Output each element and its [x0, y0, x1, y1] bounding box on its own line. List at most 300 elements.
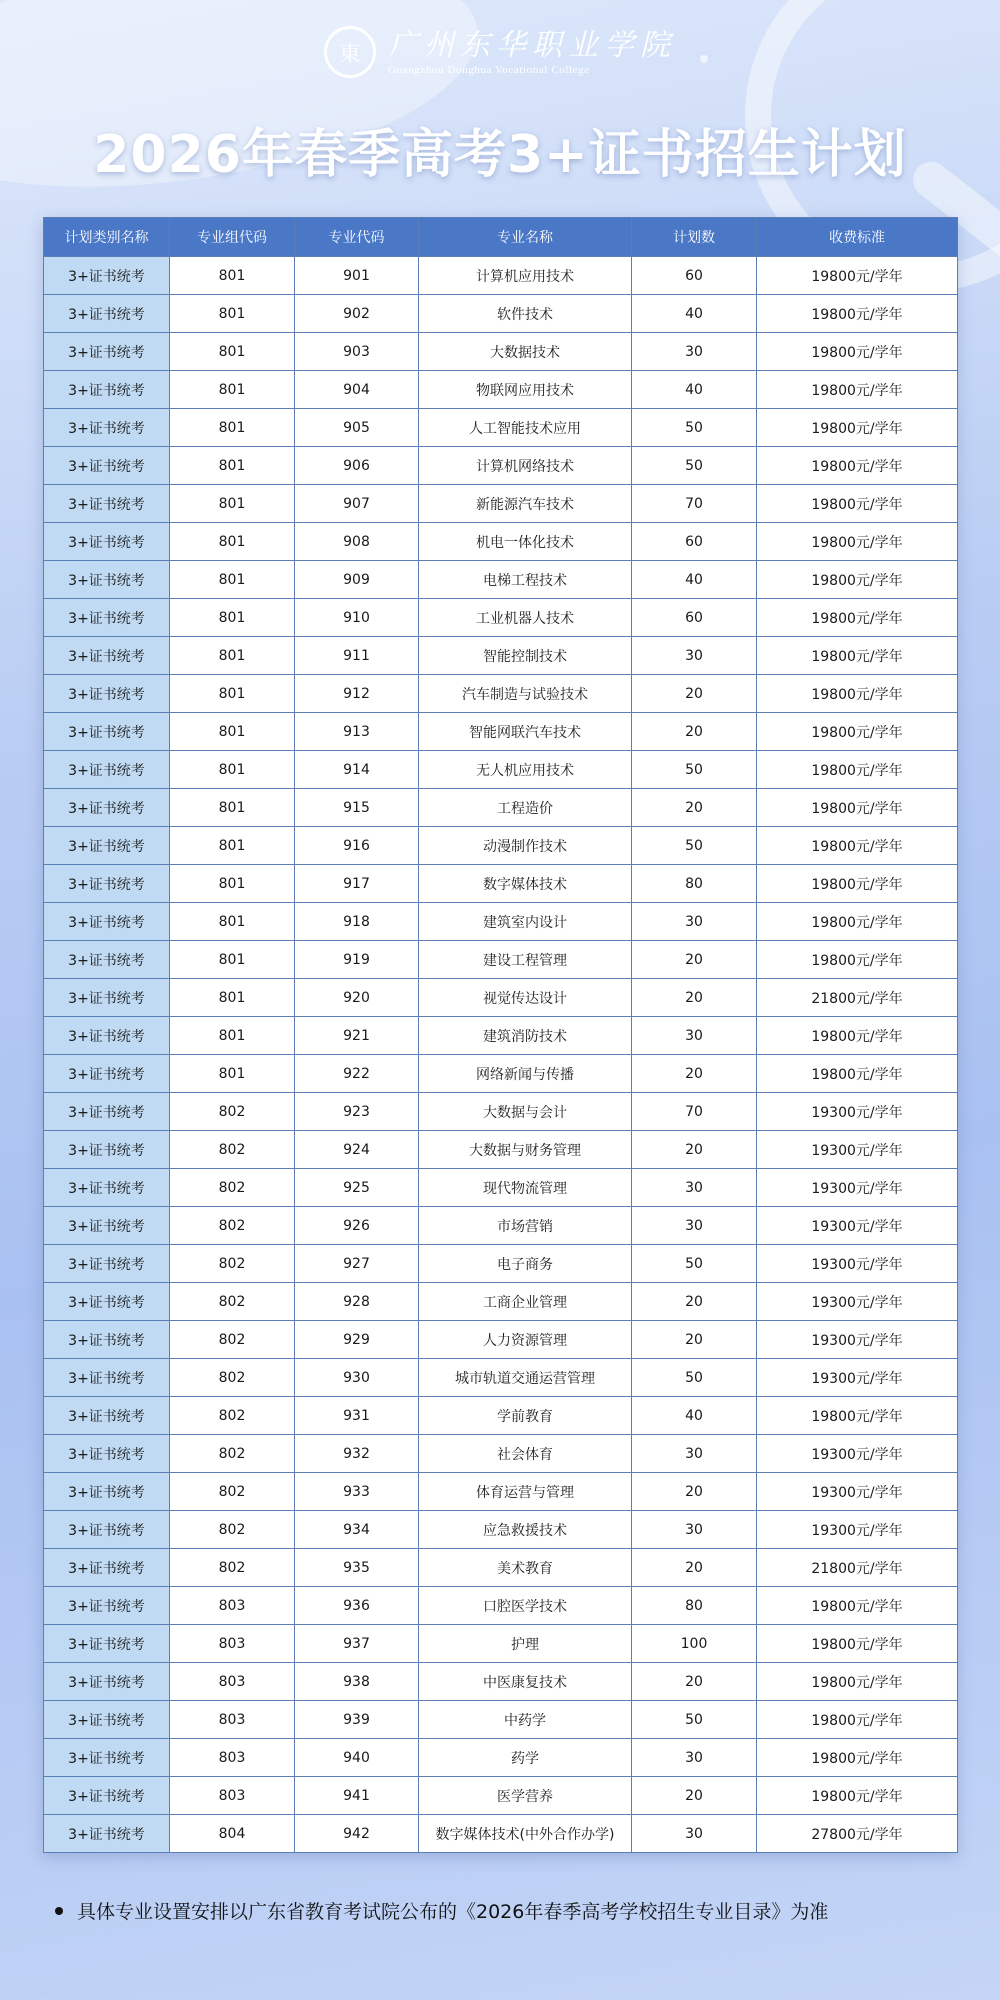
table-row — [44, 333, 958, 371]
table-cell: 802 — [170, 1511, 295, 1549]
table-cell: 30 — [632, 1435, 757, 1473]
table-cell: 19800元/学年 — [757, 447, 958, 485]
table-cell: 941 — [295, 1777, 419, 1815]
table-cell: 19300元/学年 — [757, 1359, 958, 1397]
table-cell: 20 — [632, 713, 757, 751]
table-cell: 20 — [632, 1473, 757, 1511]
table-cell: 3+证书统考 — [44, 1815, 170, 1853]
table-cell: 汽车制造与试验技术 — [419, 675, 632, 713]
table-cell: 30 — [632, 903, 757, 941]
table-cell: 801 — [170, 333, 295, 371]
table-cell: 802 — [170, 1283, 295, 1321]
table-cell: 3+证书统考 — [44, 1055, 170, 1093]
footer-note — [55, 1897, 955, 1924]
table-cell: 3+证书统考 — [44, 941, 170, 979]
table-cell: 923 — [295, 1093, 419, 1131]
table-cell: 19800元/学年 — [757, 257, 958, 295]
table-cell: 927 — [295, 1245, 419, 1283]
table-cell: 3+证书统考 — [44, 1777, 170, 1815]
table-cell: 40 — [632, 1397, 757, 1435]
table-cell: 计算机网络技术 — [419, 447, 632, 485]
table-cell: 50 — [632, 1245, 757, 1283]
table-cell: 909 — [295, 561, 419, 599]
table-cell: 19800元/学年 — [757, 333, 958, 371]
table-header-row — [44, 218, 958, 257]
table-cell: 801 — [170, 941, 295, 979]
table-cell: 大数据技术 — [419, 333, 632, 371]
table-row — [44, 865, 958, 903]
table-cell: 802 — [170, 1131, 295, 1169]
table-cell: 19800元/学年 — [757, 1739, 958, 1777]
table-cell: 19800元/学年 — [757, 1397, 958, 1435]
table-cell: 50 — [632, 1359, 757, 1397]
table-row — [44, 1207, 958, 1245]
table-cell: 21800元/学年 — [757, 979, 958, 1017]
table-cell: 20 — [632, 941, 757, 979]
table-cell: 904 — [295, 371, 419, 409]
table-cell: 801 — [170, 1055, 295, 1093]
table-row — [44, 1435, 958, 1473]
table-row — [44, 1093, 958, 1131]
table-cell: 3+证书统考 — [44, 333, 170, 371]
table-cell: 19800元/学年 — [757, 865, 958, 903]
table-cell: 3+证书统考 — [44, 1473, 170, 1511]
table-cell: 30 — [632, 1207, 757, 1245]
table-cell: 数字媒体技术 — [419, 865, 632, 903]
table-cell: 医学营养 — [419, 1777, 632, 1815]
table-cell: 社会体育 — [419, 1435, 632, 1473]
table-row — [44, 371, 958, 409]
table-cell: 930 — [295, 1359, 419, 1397]
column-header: 专业组代码 — [170, 218, 295, 257]
table-cell: 803 — [170, 1701, 295, 1739]
table-row — [44, 903, 958, 941]
table-cell: 19800元/学年 — [757, 1663, 958, 1701]
table-cell: 3+证书统考 — [44, 1321, 170, 1359]
table-cell: 803 — [170, 1739, 295, 1777]
table-cell: 60 — [632, 523, 757, 561]
table-row — [44, 713, 958, 751]
table-row — [44, 1511, 958, 1549]
table-cell: 940 — [295, 1739, 419, 1777]
table-cell: 924 — [295, 1131, 419, 1169]
table-cell: 30 — [632, 1511, 757, 1549]
table-cell: 916 — [295, 827, 419, 865]
table-cell: 3+证书统考 — [44, 371, 170, 409]
table-cell: 935 — [295, 1549, 419, 1587]
table-row — [44, 941, 958, 979]
table-cell: 20 — [632, 1283, 757, 1321]
table-cell: 902 — [295, 295, 419, 333]
table-cell: 905 — [295, 409, 419, 447]
table-cell: 电梯工程技术 — [419, 561, 632, 599]
table-cell: 801 — [170, 751, 295, 789]
table-cell: 计算机应用技术 — [419, 257, 632, 295]
table-cell: 3+证书统考 — [44, 1169, 170, 1207]
table-row — [44, 1017, 958, 1055]
table-cell: 20 — [632, 1321, 757, 1359]
table-cell: 80 — [632, 865, 757, 903]
table-cell: 803 — [170, 1663, 295, 1701]
table-cell: 922 — [295, 1055, 419, 1093]
table-cell: 908 — [295, 523, 419, 561]
table-cell: 80 — [632, 1587, 757, 1625]
college-logo — [0, 26, 1000, 78]
table-cell: 20 — [632, 789, 757, 827]
table-cell: 802 — [170, 1245, 295, 1283]
table-cell: 数字媒体技术(中外合作办学) — [419, 1815, 632, 1853]
column-header: 专业名称 — [419, 218, 632, 257]
table-cell: 机电一体化技术 — [419, 523, 632, 561]
column-header: 计划类别名称 — [44, 218, 170, 257]
table-cell: 802 — [170, 1207, 295, 1245]
table-cell: 937 — [295, 1625, 419, 1663]
table-cell: 921 — [295, 1017, 419, 1055]
table-cell: 19300元/学年 — [757, 1169, 958, 1207]
page-title: 2026年春季高考3+证书招生计划 — [93, 125, 907, 185]
table-cell: 801 — [170, 599, 295, 637]
table-cell: 925 — [295, 1169, 419, 1207]
table-cell: 3+证书统考 — [44, 523, 170, 561]
table-cell: 19800元/学年 — [757, 1587, 958, 1625]
table-cell: 50 — [632, 447, 757, 485]
column-header: 计划数 — [632, 218, 757, 257]
table-row — [44, 1359, 958, 1397]
table-cell: 801 — [170, 257, 295, 295]
table-cell: 19300元/学年 — [757, 1207, 958, 1245]
table-cell: 应急救援技术 — [419, 1511, 632, 1549]
table-row — [44, 1169, 958, 1207]
table-cell: 19800元/学年 — [757, 295, 958, 333]
table-cell: 910 — [295, 599, 419, 637]
table-cell: 美术教育 — [419, 1549, 632, 1587]
table-cell: 30 — [632, 333, 757, 371]
table-cell: 19800元/学年 — [757, 1055, 958, 1093]
table-cell: 中医康复技术 — [419, 1663, 632, 1701]
table-cell: 19800元/学年 — [757, 523, 958, 561]
table-cell: 801 — [170, 371, 295, 409]
table-cell: 3+证书统考 — [44, 1549, 170, 1587]
table-row — [44, 1549, 958, 1587]
table-cell: 工程造价 — [419, 789, 632, 827]
table-cell: 19300元/学年 — [757, 1435, 958, 1473]
table-row — [44, 295, 958, 333]
table-cell: 801 — [170, 903, 295, 941]
table-cell: 建设工程管理 — [419, 941, 632, 979]
table-body — [44, 257, 958, 1853]
table-cell: 20 — [632, 1549, 757, 1587]
table-cell: 3+证书统考 — [44, 827, 170, 865]
table-cell: 926 — [295, 1207, 419, 1245]
table-cell: 19800元/学年 — [757, 409, 958, 447]
table-cell: 软件技术 — [419, 295, 632, 333]
table-cell: 60 — [632, 599, 757, 637]
table-row — [44, 1663, 958, 1701]
table-cell: 906 — [295, 447, 419, 485]
table-row — [44, 827, 958, 865]
table-cell: 802 — [170, 1549, 295, 1587]
table-cell: 801 — [170, 789, 295, 827]
table-row — [44, 1587, 958, 1625]
table-cell: 942 — [295, 1815, 419, 1853]
table-cell: 802 — [170, 1435, 295, 1473]
table-cell: 3+证书统考 — [44, 1701, 170, 1739]
table-cell: 3+证书统考 — [44, 1131, 170, 1169]
table-cell: 30 — [632, 1169, 757, 1207]
table-cell: 口腔医学技术 — [419, 1587, 632, 1625]
table-cell: 新能源汽车技术 — [419, 485, 632, 523]
table-cell: 801 — [170, 713, 295, 751]
table-cell: 19800元/学年 — [757, 371, 958, 409]
table-cell: 70 — [632, 485, 757, 523]
table-cell: 3+证书统考 — [44, 1397, 170, 1435]
table-cell: 药学 — [419, 1739, 632, 1777]
table-cell: 801 — [170, 561, 295, 599]
table-cell: 40 — [632, 371, 757, 409]
table-cell: 3+证书统考 — [44, 447, 170, 485]
table-cell: 3+证书统考 — [44, 1739, 170, 1777]
table-cell: 30 — [632, 1739, 757, 1777]
table-cell: 801 — [170, 637, 295, 675]
table-row — [44, 1473, 958, 1511]
table-cell: 20 — [632, 979, 757, 1017]
table-row — [44, 1701, 958, 1739]
table-row — [44, 1321, 958, 1359]
table-cell: 3+证书统考 — [44, 675, 170, 713]
table-cell: 802 — [170, 1397, 295, 1435]
table-cell: 19800元/学年 — [757, 827, 958, 865]
table-cell: 938 — [295, 1663, 419, 1701]
table-cell: 19800元/学年 — [757, 1017, 958, 1055]
table-cell: 802 — [170, 1321, 295, 1359]
table-cell: 3+证书统考 — [44, 561, 170, 599]
table-cell: 3+证书统考 — [44, 1511, 170, 1549]
table-cell: 19300元/学年 — [757, 1511, 958, 1549]
table-cell: 3+证书统考 — [44, 1017, 170, 1055]
table-cell: 3+证书统考 — [44, 789, 170, 827]
table-cell: 3+证书统考 — [44, 599, 170, 637]
table-cell: 19800元/学年 — [757, 599, 958, 637]
table-cell: 27800元/学年 — [757, 1815, 958, 1853]
table-cell: 19300元/学年 — [757, 1093, 958, 1131]
table-cell: 30 — [632, 637, 757, 675]
table-cell: 803 — [170, 1777, 295, 1815]
table-cell: 建筑消防技术 — [419, 1017, 632, 1055]
bullet-icon — [55, 1907, 63, 1915]
table-cell: 体育运营与管理 — [419, 1473, 632, 1511]
table-row — [44, 1283, 958, 1321]
table-cell: 智能控制技术 — [419, 637, 632, 675]
table-cell: 3+证书统考 — [44, 257, 170, 295]
table-cell: 智能网联汽车技术 — [419, 713, 632, 751]
table-cell: 903 — [295, 333, 419, 371]
table-row — [44, 1245, 958, 1283]
table-cell: 3+证书统考 — [44, 979, 170, 1017]
table-cell: 40 — [632, 561, 757, 599]
table-row — [44, 789, 958, 827]
table-cell: 801 — [170, 865, 295, 903]
table-cell: 建筑室内设计 — [419, 903, 632, 941]
table-cell: 工业机器人技术 — [419, 599, 632, 637]
table-row — [44, 1131, 958, 1169]
table-cell: 911 — [295, 637, 419, 675]
college-name-cn: 广州东华职业学院 — [388, 28, 676, 63]
table-cell: 30 — [632, 1017, 757, 1055]
table-cell: 19800元/学年 — [757, 1701, 958, 1739]
table-row — [44, 1055, 958, 1093]
table-cell: 市场营销 — [419, 1207, 632, 1245]
table-cell: 19300元/学年 — [757, 1321, 958, 1359]
table-cell: 19800元/学年 — [757, 941, 958, 979]
table-cell: 933 — [295, 1473, 419, 1511]
table-cell: 19800元/学年 — [757, 561, 958, 599]
table-cell: 50 — [632, 409, 757, 447]
table-cell: 50 — [632, 751, 757, 789]
table-row — [44, 1739, 958, 1777]
table-cell: 3+证书统考 — [44, 1435, 170, 1473]
table-cell: 19800元/学年 — [757, 675, 958, 713]
table-cell: 无人机应用技术 — [419, 751, 632, 789]
column-header: 专业代码 — [295, 218, 419, 257]
table-row — [44, 599, 958, 637]
table-cell: 931 — [295, 1397, 419, 1435]
table-cell: 801 — [170, 295, 295, 333]
table-cell: 802 — [170, 1093, 295, 1131]
college-name — [388, 28, 676, 76]
table-cell: 20 — [632, 1663, 757, 1701]
table-cell: 人工智能技术应用 — [419, 409, 632, 447]
table-cell: 100 — [632, 1625, 757, 1663]
table-cell: 40 — [632, 295, 757, 333]
table-cell: 3+证书统考 — [44, 1663, 170, 1701]
table-cell: 19800元/学年 — [757, 713, 958, 751]
table-cell: 20 — [632, 1055, 757, 1093]
table-cell: 视觉传达设计 — [419, 979, 632, 1017]
table-cell: 3+证书统考 — [44, 903, 170, 941]
table-cell: 护理 — [419, 1625, 632, 1663]
table-cell: 801 — [170, 409, 295, 447]
table-cell: 3+证书统考 — [44, 1587, 170, 1625]
table-cell: 19800元/学年 — [757, 485, 958, 523]
table-cell: 803 — [170, 1625, 295, 1663]
table-cell: 70 — [632, 1093, 757, 1131]
table-cell: 60 — [632, 257, 757, 295]
table-cell: 中药学 — [419, 1701, 632, 1739]
table-row — [44, 257, 958, 295]
table-row — [44, 523, 958, 561]
table-cell: 801 — [170, 827, 295, 865]
table-cell: 20 — [632, 1777, 757, 1815]
table-cell: 19300元/学年 — [757, 1283, 958, 1321]
table-cell: 19800元/学年 — [757, 1625, 958, 1663]
table-cell: 大数据与财务管理 — [419, 1131, 632, 1169]
table-cell: 3+证书统考 — [44, 409, 170, 447]
table-cell: 大数据与会计 — [419, 1093, 632, 1131]
table-cell: 19300元/学年 — [757, 1131, 958, 1169]
table-cell: 928 — [295, 1283, 419, 1321]
table-cell: 3+证书统考 — [44, 1207, 170, 1245]
table-row — [44, 447, 958, 485]
table-cell: 907 — [295, 485, 419, 523]
table-cell: 3+证书统考 — [44, 1625, 170, 1663]
table-cell: 网络新闻与传播 — [419, 1055, 632, 1093]
table-cell: 932 — [295, 1435, 419, 1473]
table-row — [44, 409, 958, 447]
table-cell: 912 — [295, 675, 419, 713]
table-cell: 801 — [170, 447, 295, 485]
table-cell: 3+证书统考 — [44, 637, 170, 675]
table-cell: 920 — [295, 979, 419, 1017]
table-cell: 19300元/学年 — [757, 1473, 958, 1511]
table-cell: 929 — [295, 1321, 419, 1359]
enrollment-table-container — [43, 217, 957, 1853]
table-row — [44, 1815, 958, 1853]
table-cell: 19800元/学年 — [757, 751, 958, 789]
table-cell: 801 — [170, 675, 295, 713]
table-cell: 919 — [295, 941, 419, 979]
table-cell: 3+证书统考 — [44, 1245, 170, 1283]
table-cell: 现代物流管理 — [419, 1169, 632, 1207]
table-cell: 901 — [295, 257, 419, 295]
table-row — [44, 1777, 958, 1815]
table-row — [44, 637, 958, 675]
table-cell: 913 — [295, 713, 419, 751]
table-row — [44, 675, 958, 713]
table-cell: 城市轨道交通运营管理 — [419, 1359, 632, 1397]
table-cell: 19800元/学年 — [757, 637, 958, 675]
table-cell: 50 — [632, 827, 757, 865]
table-cell: 3+证书统考 — [44, 865, 170, 903]
table-cell: 801 — [170, 979, 295, 1017]
table-row — [44, 979, 958, 1017]
table-cell: 934 — [295, 1511, 419, 1549]
table-cell: 19800元/学年 — [757, 903, 958, 941]
table-cell: 803 — [170, 1587, 295, 1625]
table-cell: 物联网应用技术 — [419, 371, 632, 409]
table-cell: 学前教育 — [419, 1397, 632, 1435]
table-row — [44, 561, 958, 599]
table-cell: 918 — [295, 903, 419, 941]
table-row — [44, 751, 958, 789]
table-cell: 30 — [632, 1815, 757, 1853]
table-row — [44, 1625, 958, 1663]
table-cell: 3+证书统考 — [44, 751, 170, 789]
table-cell: 50 — [632, 1701, 757, 1739]
table-cell: 19800元/学年 — [757, 1777, 958, 1815]
table-cell: 936 — [295, 1587, 419, 1625]
table-cell: 工商企业管理 — [419, 1283, 632, 1321]
college-seal-icon: 東 — [324, 26, 376, 78]
table-cell: 人力资源管理 — [419, 1321, 632, 1359]
table-cell: 801 — [170, 485, 295, 523]
table-cell: 939 — [295, 1701, 419, 1739]
table-cell: 801 — [170, 523, 295, 561]
enrollment-plan-table — [43, 217, 958, 1853]
table-cell: 20 — [632, 675, 757, 713]
table-cell: 19300元/学年 — [757, 1245, 958, 1283]
table-cell: 801 — [170, 1017, 295, 1055]
table-cell: 915 — [295, 789, 419, 827]
table-cell: 802 — [170, 1169, 295, 1207]
table-cell: 动漫制作技术 — [419, 827, 632, 865]
college-name-en: Guangzhou Donghua Vocational College — [388, 64, 590, 76]
table-cell: 917 — [295, 865, 419, 903]
table-cell: 19800元/学年 — [757, 789, 958, 827]
table-row — [44, 485, 958, 523]
table-cell: 3+证书统考 — [44, 1283, 170, 1321]
table-cell: 3+证书统考 — [44, 485, 170, 523]
table-cell: 3+证书统考 — [44, 1359, 170, 1397]
